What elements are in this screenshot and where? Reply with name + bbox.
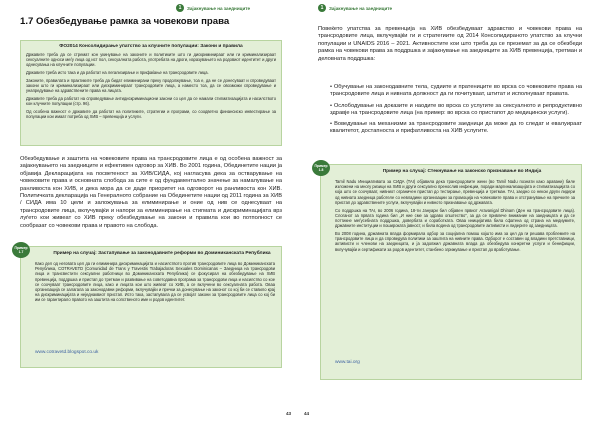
policy-paragraph: Државите треба исто така и да работат на легализирање и прифаќање на трансродовите лица. [26, 70, 209, 76]
right-page [300, 0, 600, 424]
policy-paragraph: Државите треба да се стремат кон укинување на законите и политиките што ги дискриминираат или ги криминализираат сексуалните односи меѓу лица од ист пол, сексуалната работа, употребата на дроги, изразувањето на родовиот идентитет и други однесувања на клучните популации. [26, 52, 276, 68]
policy-paragraph: Државите треба да работат на спроведување антидискриминациони закони со цел да се намали стигматизацијата и насилството кон клучните популации (стр. 96). [26, 96, 276, 107]
policy-box-body [26, 52, 276, 120]
case-study-link[interactable]: www.tai.org [335, 360, 360, 365]
case-study-box [320, 164, 582, 380]
main-paragraph: Обезбедување и заштита на човековите права на трансродовите лица е од особена важност за зајакнувањето на заедниците и ефективен одговор за ХИВ. Во 2001 година, Обединетите нации ја објавија Декларацијата на посветеност за ХИВ/СИДА, кој нагласува дека за остварување на човековите права и основната слобода за сите е од фундаментално значење за намалување на ранливоста кон ХИВ, и дека мора да се даде приоритет на одговорот на ранливоста кон ХИВ. Политичката декларација на Генералното собрание на Обединетите нации од 2011 година за ХИВ / СИДА има 10 цели и заложувања за елиминирање и оние од нив се однесуваат на трансродовите лица, вклучувајќи и напори за елиминирање на стигмата и дискриминацијата врз луѓето кои живеат со ХИВ преку обезбедување на закони и правила кои во потполност се сообразат со човекови права и правото на слобода. [20, 156, 282, 229]
case-study-title: Пример на случај: Застапување за законодавните реформи во Доминиканската Република [53, 251, 271, 256]
case-study-badge: Пример 1.8 [312, 160, 330, 176]
section-tag [176, 4, 250, 12]
bullet-item: • Обучување на законодавните тела, судиите и пратениците во врска со човековите права на трансродовите лица и нивната должност да ги почитуваат, штитат и исполнуваат правата. [330, 84, 582, 98]
section-number-badge: 1 [318, 4, 326, 12]
case-study-title: Пример на случај: Стекнување на законско признавање во Индија [382, 169, 542, 174]
section-label: Зајакнување на заедниците [329, 5, 393, 11]
case-study-badge: Пример 1.7 [12, 242, 30, 258]
section-tag [318, 4, 392, 12]
policy-box-title: ФО2014 Консолидирање упатство за клучните популации: Закони и правила [59, 44, 243, 49]
case-study-text: Како дел од неговата цел да ги елиминира дискриминацијата и насилството против трансродовите лица во Доминиканската Република, COTRAVETD (Comunidad de Trans y Travestis Trabajadoras Sexuales Dominicanas – Заедница на трансродови лица и трансвестити сексуални работници во Доминиканската Република) се фокусирал на обезбедување на ХИВ превенција, поддршка и пристап до третман и развивање на советодавна програма за трансродови лица и насилство со кое се соочуваат трансродовите лица, како и лицата кои што живеат со ХИВ, а се вклучени во сексуалната работа. Оваа организација се залагала за законодавни реформи, вклучувајќи и пречки за донесување на законот со кој би се ставило крај на дискриминацијата и неједнаквиот пристап. Исто така, застапувала да се усвојат закони за трансродовите лица со кој би им се гарантирало правото на заштита на сопственото име и родов идентитет. [35, 261, 275, 303]
section-label: Зајакнување на заедниците [187, 5, 251, 11]
page-number: 44 [304, 411, 310, 416]
action-bullet-list [330, 84, 582, 154]
policy-paragraph: Законите, правилата и практиките треба да бидат елиминирани преку продолжување, тоа е, да не се донесуваат и спроведуваат закони што ги криминализираат или дискриминираат трансродовите лица, а наместо тоа, да се овозможи спроведување и унапредување на здравствените права на лицата. [26, 78, 276, 94]
bullet-item: • Ослободување на доказите и наодите во врска со услугите за сексуалното и репродуктивно здравје на трансродовите лица (на пример: во врска со пристапот до медицински услуги). [330, 102, 582, 116]
case-study-paragraph: Tamil Nadu Инициативата за СИДА (TAI) објавила дека трансродовите жени (во Tamil Nadu познати како аравани) биле изложени на многу ризици на ХИВ и други сексуално пренослив инфекции, поради маргинализацијата и стигматизацијата со која што се соочуваат, нивниот ограничен пристап до тестирање, превенција и третман. TAI, заедно со некои други лидери од нивната заедница работеле со невладини организации за промоција на човековите права и отстранување на пречките за пристап до здравствените услуги, вклучувајќи и нивното признавање од државата. [335, 179, 575, 205]
section-number-badge: 1 [176, 4, 184, 12]
case-study-paragraph: Со поддршка на TAI, во 2006 година, 18-ти Јануари бил објавен првиот Aravanigal Dhinam (Ден на трансродовите лица). Слоганот за првата година бил „И ние сме за здраво општество“, за да се привлече внимание на заедницата и да се поттикне меѓусебната поддршка, довербата и соработката. Оваа иницијатива била сфатена од страна на медиумите, државните институции и пошироката јавност, и била водена од трансродовите активисти и лидерите од заедницата. [335, 207, 575, 229]
page-number: 43 [286, 411, 292, 416]
policy-paragraph: Од особена важност е државите да работат на политиките, стратегии и програми, со соодветно финансиско инвестирање за популации кои имаат потреба од ХИВ – превенција и услуги. [26, 109, 276, 120]
page-title: 1.7 Обезбедување рамка за човекови права [20, 16, 230, 27]
case-study-box [20, 246, 282, 368]
bullet-item: • Воведување на механизми за трансродовите заедници да може да го следат и евалуираат квалитетот, достапноста и прифатливоста на ХИВ услугите. [330, 121, 582, 135]
policy-box [20, 40, 282, 146]
intro-paragraph: Повеќето упатства за превенција на ХИВ обезбедуваат здравство и човекови права на трансродовите лица, вклучувајќи ги и стратегиите од 2014 Консолидираното упатство за клучни популации и UNAIDS 2016 – 2021. Активностите кои што треба да се преземат за да се обезбеди рамка на човекови права за поддршка и зајакнување на заедниците за ХИВ превенција, третман и деловната поддршка: [318, 26, 582, 62]
case-study-link[interactable]: www.cotravetd.blogspot.co.uk [35, 350, 99, 355]
case-study-paragraph: Во 2008 година, државната влада формирала одбор за социјална помош којшто има за цел да ги решава проблемите на трансродовите лица и да спроведува политики за заштита на нивните права. Одборот е составен од владини претставници, активисти и членови на заедницата, и ја задолжил државната влада да обезбедува конкретни услуги и бенефиции, вклучувајќи и сертификати за родов идентитет, станбено згрижување и пристап до вработување. [335, 231, 575, 252]
case-study-body [335, 179, 575, 357]
